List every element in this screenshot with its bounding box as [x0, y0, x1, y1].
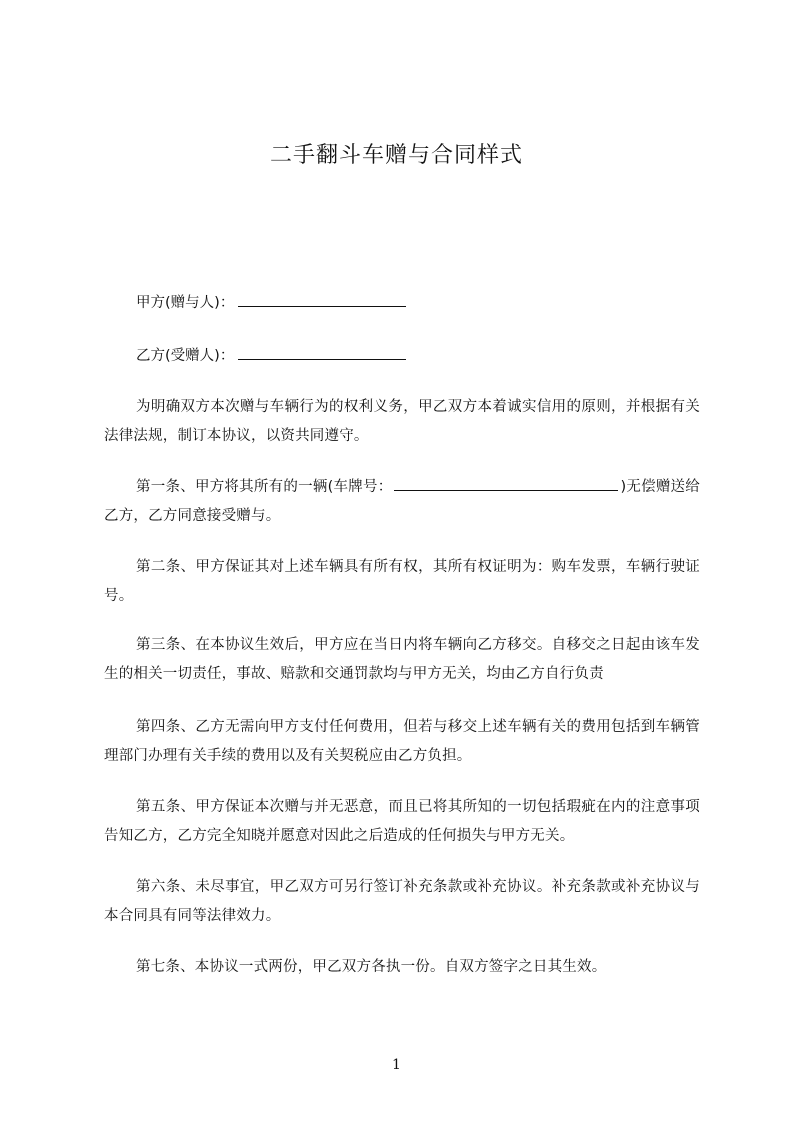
intro-paragraph: 为明确双方本次赠与车辆行为的权利义务，甲乙双方本着诚实信用的原则，并根据有关法律法规，制订本协议，以资共同遵守。: [104, 399, 700, 444]
party-a-blank: [238, 291, 406, 307]
party-b-label: 乙方(受赠人)：: [136, 348, 235, 364]
party-b-line: [136, 344, 406, 366]
page-number: 1: [392, 1057, 401, 1073]
clause-2: 第二条、甲方保证其对上述车辆具有所有权，其所有权证明为：购车发票，车辆行驶证号。: [104, 559, 700, 604]
clause-4: 第四条、乙方无需向甲方支付任何费用，但若与移交上述车辆有关的费用包括到车辆管理部门办理有关手续的费用以及有关契税应由乙方负担。: [104, 719, 700, 764]
document-title: 二手翻斗车赠与合同样式: [269, 143, 523, 168]
clause-7: 第七条、本协议一式两份，甲乙双方各执一份。自双方签字之日其生效。: [136, 959, 607, 975]
plate-number-blank: [394, 475, 618, 491]
clause-1-text-after: )无偿赠送给乙方，乙方同意接受赠与。: [104, 479, 700, 524]
party-b-blank: [238, 344, 406, 360]
clause-3: 第三条、在本协议生效后，甲方应在当日内将车辆向乙方移交。自移交之日起由该车发生的相关一切责任，事故、赔款和交通罚款均与甲方无关，均由乙方自行负责: [104, 637, 700, 682]
party-a-label: 甲方(赠与人)：: [136, 295, 235, 311]
clause-1-text-before: 第一条、甲方将其所有的一辆(车牌号：: [136, 479, 393, 495]
clause-1: [104, 473, 700, 530]
clause-5: 第五条、甲方保证本次赠与并无恶意，而且已将其所知的一切包括瑕疵在内的注意事项告知乙方，乙方完全知晓并愿意对因此之后造成的任何损失与甲方无关。: [104, 799, 700, 844]
party-a-line: [136, 291, 406, 313]
clause-6: 第六条、未尽事宜，甲乙双方可另行签订补充条款或补充协议。补充条款或补充协议与本合同具有同等法律效力。: [104, 879, 700, 924]
